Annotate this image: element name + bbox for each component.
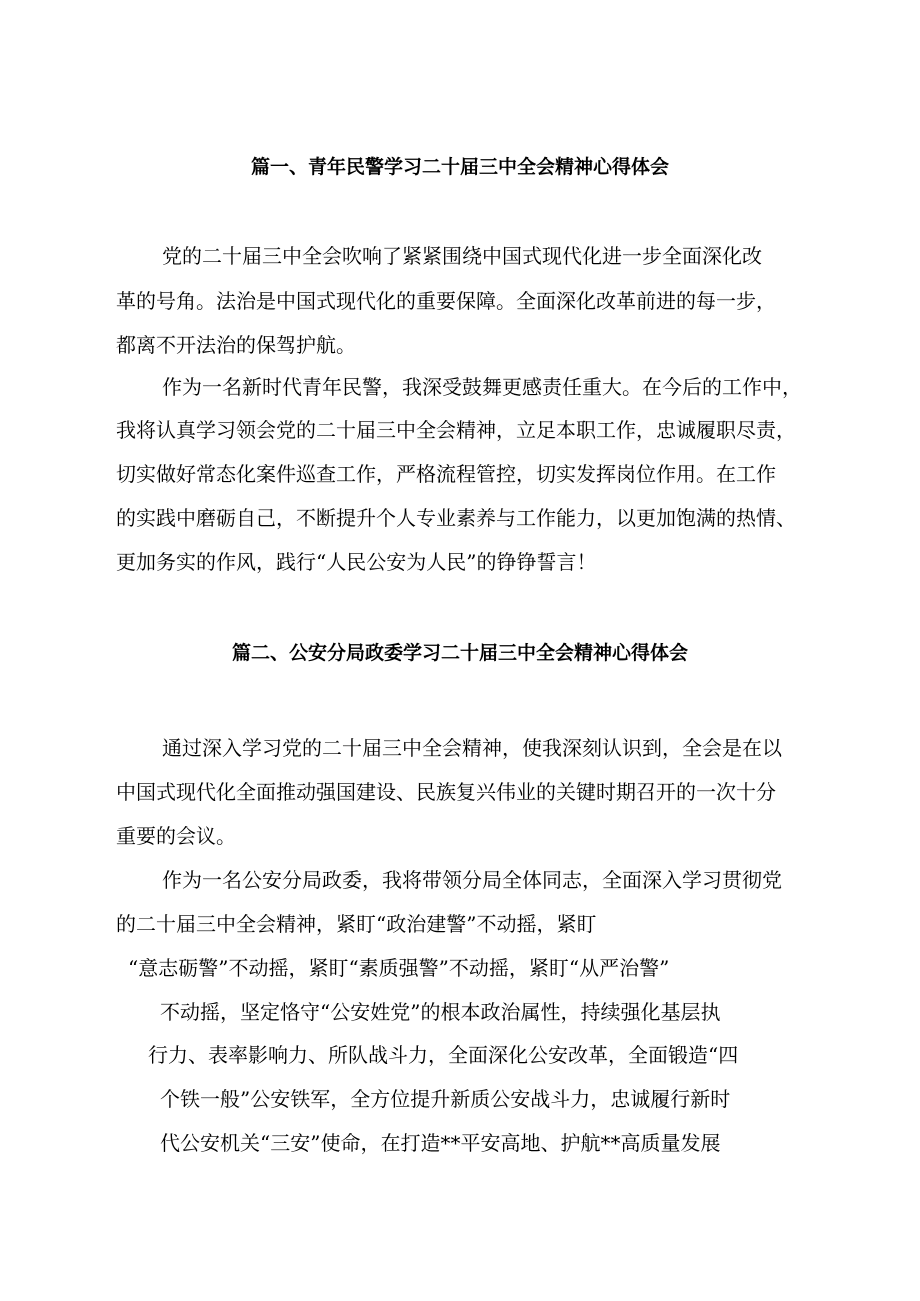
body-line: 不动摇，坚定恪守“公安姓党”的根本政治属性，持续强化基层执 [160, 1000, 721, 1024]
body-line: 作为一名公安分局政委，我将带领分局全体同志，全面深入学习贯彻党 [162, 868, 782, 892]
body-line: 我将认真学习领会党的二十届三中全会精神，立足本职工作，忠诚履职尽责， [116, 418, 796, 442]
body-line: 革的号角。法治是中国式现代化的重要保障。全面深化改革前进的每一步， [116, 289, 776, 313]
body-line: 的二十届三中全会精神，紧盯“政治建警”不动摇，紧盯 [116, 912, 597, 936]
body-line: 党的二十届三中全会吹响了紧紧围绕中国式现代化进一步全面深化改 [162, 244, 762, 268]
body-line: 个铁一般”公安铁军，全方位提升新质公安战斗力，忠诚履行新时 [160, 1087, 731, 1111]
body-line: 切实做好常态化案件巡查工作，严格流程管控，切实发挥岗位作用。在工作 [116, 462, 776, 486]
body-line: 作为一名新时代青年民警，我深受鼓舞更感责任重大。在今后的工作中， [162, 375, 802, 399]
body-line: 更加务实的作风，践行“人民公安为人民”的铮铮誓言！ [116, 550, 597, 574]
body-line: 中国式现代化全面推动强国建设、民族复兴伟业的关键时期召开的一次十分 [116, 780, 776, 804]
body-line: 都离不开法治的保驾护航。 [116, 333, 356, 357]
body-line: 重要的会议。 [116, 824, 236, 848]
body-line: 通过深入学习党的二十届三中全会精神，使我深刻认识到，全会是在以 [162, 736, 782, 760]
section-1-title: 篇一、青年民警学习二十届三中全会精神心得体会 [250, 156, 669, 178]
section-2-title: 篇二、公安分局政委学习二十届三中全会精神心得体会 [231, 642, 688, 664]
body-line: “意志砺警”不动摇，紧盯“素质强警”不动摇，紧盯“从严治警” [128, 956, 670, 980]
body-line: 的实践中磨砺自己，不断提升个人专业素养与工作能力，以更加饱满的热情、 [116, 506, 796, 530]
body-line: 代公安机关“三安”使命，在打造**平安高地、护航**高质量发展 [160, 1131, 721, 1155]
body-line: 行力、表率影响力、所队战斗力，全面深化公安改革，全面锻造“四 [148, 1043, 739, 1067]
